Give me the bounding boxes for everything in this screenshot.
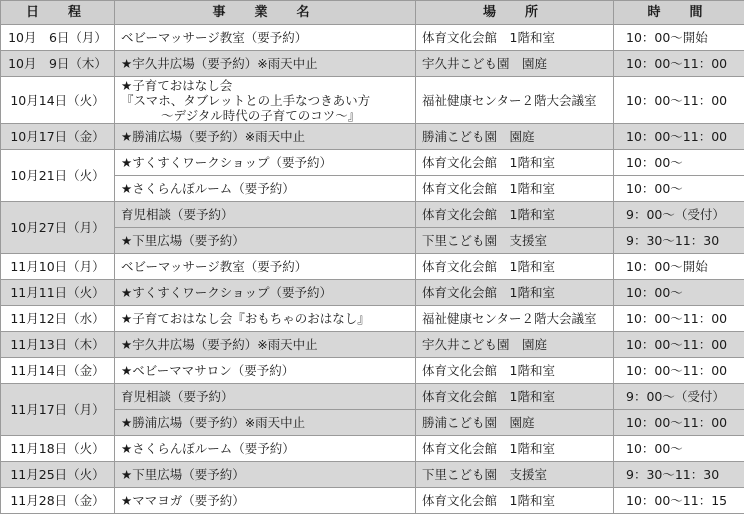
row-time: 10：00～11：00 [614,410,744,436]
row-place: 福祉健康センター２階大会議室 [416,306,614,332]
row-date: 11月18日（火） [1,436,115,462]
row-event: 育児相談（要予約） [115,384,416,410]
row-place: 下里こども園 支援室 [416,462,614,488]
row-event: ★すくすくワークショップ（要予約） [115,280,416,306]
row-place: 体育文化会館 1階和室 [416,176,614,202]
row-date: 11月12日（水） [1,306,115,332]
row-event: ★さくらんぼルーム（要予約） [115,176,416,202]
row-event: ★下里広場（要予約） [115,462,416,488]
table-row [1,488,744,514]
row-date: 10月 6日（月） [1,25,115,51]
row-time: 10：00～11：15 [614,488,744,514]
row-place: 福祉健康センター２階大会議室 [416,77,614,124]
table-row [1,384,744,410]
row-event: 育児相談（要予約） [115,202,416,228]
row-date: 11月10日（月） [1,254,115,280]
table-row [1,51,744,77]
row-place: 体育文化会館 1階和室 [416,25,614,51]
row-place: 体育文化会館 1階和室 [416,436,614,462]
row-place: 宇久井こども園 園庭 [416,332,614,358]
table-row [1,202,744,228]
table-row [1,254,744,280]
row-date: 11月17日（月） [1,384,115,436]
row-place: 下里こども園 支援室 [416,228,614,254]
row-event: ★ベビーママサロン（要予約） [115,358,416,384]
row-date: 10月27日（月） [1,202,115,254]
table-row [1,25,744,51]
row-event: ★下里広場（要予約） [115,228,416,254]
row-place: 勝浦こども園 園庭 [416,410,614,436]
row-time: 10：00～11：00 [614,332,744,358]
row-place: 体育文化会館 1階和室 [416,488,614,514]
table-row [1,124,744,150]
header-row [1,1,744,25]
row-time: 9：00～（受付） [614,384,744,410]
row-time: 10：00～ [614,150,744,176]
row-time: 10：00～開始 [614,25,744,51]
row-time: 10：00～11：00 [614,306,744,332]
table-row [1,436,744,462]
event-line: ～デジタル時代の子育てのコツ～』 [161,107,361,123]
row-date: 11月14日（金） [1,358,115,384]
row-time: 9：00～（受付） [614,202,744,228]
row-place: 体育文化会館 1階和室 [416,280,614,306]
row-time: 10：00～ [614,176,744,202]
row-date: 11月28日（金） [1,488,115,514]
row-time: 10：00～11：00 [614,124,744,150]
row-date: 11月11日（火） [1,280,115,306]
row-place: 体育文化会館 1階和室 [416,254,614,280]
header-time: 時 間 [614,1,744,25]
header-date: 日 程 [1,1,115,25]
row-place: 体育文化会館 1階和室 [416,384,614,410]
row-place: 体育文化会館 1階和室 [416,150,614,176]
row-date: 10月 9日（木） [1,51,115,77]
row-event: ★ママヨガ（要予約） [115,488,416,514]
row-event: ★さくらんぼルーム（要予約） [115,436,416,462]
header-event: 事 業 名 [115,1,416,25]
row-time: 10：00～開始 [614,254,744,280]
row-date: 10月17日（金） [1,124,115,150]
table-row [1,358,744,384]
table-row [1,306,744,332]
row-event: ★宇久井広場（要予約）※雨天中止 [115,51,416,77]
table-row [1,332,744,358]
row-time: 9：30～11：30 [614,462,744,488]
row-place: 体育文化会館 1階和室 [416,202,614,228]
header-place: 場 所 [416,1,614,25]
row-time: 10：00～ [614,436,744,462]
table-row [1,462,744,488]
row-place: 勝浦こども園 園庭 [416,124,614,150]
row-time: 10：00～11：00 [614,77,744,124]
row-time: 10：00～11：00 [614,358,744,384]
table-row [1,77,744,124]
table-row [1,150,744,176]
row-event: ベビーマッサージ教室（要予約） [115,25,416,51]
row-date: 10月21日（火） [1,150,115,202]
row-event: ベビーマッサージ教室（要予約） [115,254,416,280]
row-time: 10：00～11：00 [614,51,744,77]
table-row [1,280,744,306]
row-date: 11月13日（木） [1,332,115,358]
row-place: 体育文化会館 1階和室 [416,358,614,384]
row-date: 10月14日（火） [1,77,115,124]
row-time: 9：30～11：30 [614,228,744,254]
row-date: 11月25日（火） [1,462,115,488]
row-event: ★子育ておはなし会『おもちゃのおはなし』 [115,306,416,332]
row-event: ★勝浦広場（要予約）※雨天中止 [115,410,416,436]
event-line: ★子育ておはなし会 [121,77,233,93]
row-event: ★勝浦広場（要予約）※雨天中止 [115,124,416,150]
row-event: ★すくすくワークショップ（要予約） [115,150,416,176]
row-event [115,77,416,124]
row-place: 宇久井こども園 園庭 [416,51,614,77]
event-line: 『スマホ、タブレットとの上手なつきあい方 [121,92,371,108]
row-event: ★宇久井広場（要予約）※雨天中止 [115,332,416,358]
row-time: 10：00～ [614,280,744,306]
